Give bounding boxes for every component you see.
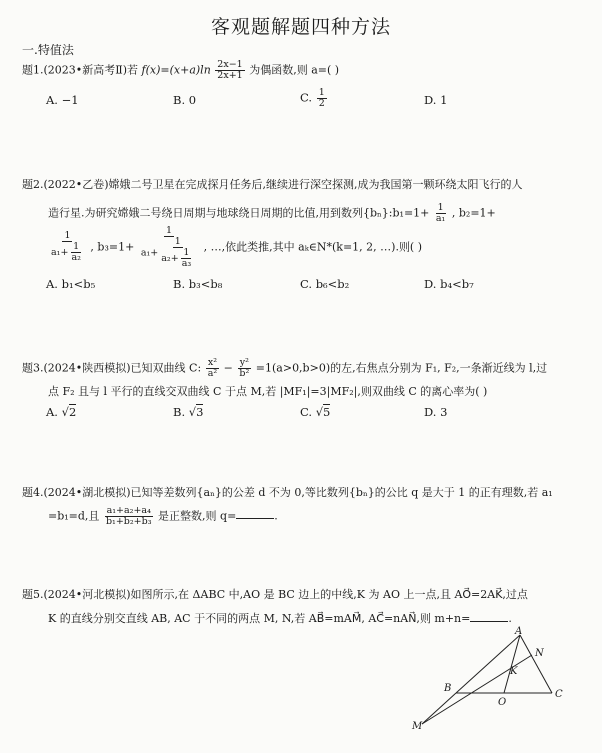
page-title: 客观题解题四种方法 — [210, 16, 391, 38]
triangle-figure — [400, 625, 590, 735]
question-1-stem: 题1.(2023•新高考Ⅱ)若 f(x)=(x+a)ln $\frac{2x-1}{2x+1}$ 为偶函数,则 a=( ) — [22, 59, 340, 81]
q2-option-b[interactable]: B. b₃<b₈ — [173, 277, 223, 291]
segment-bm — [422, 693, 456, 724]
question-3-line-2: 点 F₂ 且与 l 平行的直线交双曲线 C 于点 M,若 |MF₁|=3|MF₂|,则双曲线 C 的离心率为( ) — [48, 385, 488, 398]
question-2-line-2: 造行星.为研究嫦娥二号绕日周期与地球绕日周期的比值,用到数列{bₙ}:b₁=1+ $\frac{1}{\text{a₁}}$ , b₂=1+ — [48, 202, 496, 224]
question-4-line-2: =b₁=d,且 $\frac{\text{a₁+a₂+a₄}}{\text{b₁+b₂+b₃}}$ 是正整数,则 q= . — [48, 505, 278, 527]
segment-ac — [520, 635, 552, 693]
question-5-line-1: 题5.(2024•河北模拟)如图所示,在 ΔABC 中,AO 是 BC 边上的中线,K 为 AO 上一点,且 AO⃗=2AK⃗,过点 — [22, 588, 528, 601]
q2-option-c[interactable]: C. b₆<b₂ — [300, 277, 350, 291]
q1-option-a[interactable]: A. −1 — [46, 93, 79, 107]
q1-option-c[interactable]: C. $\frac{1}{2}$ — [300, 87, 325, 109]
question-4-line-1: 题4.(2024•湖北模拟)已知等差数列{aₙ}的公差 d 不为 0,等比数列{bₙ}的公比 q 是大于 1 的正有理数,若 a₁ — [22, 486, 553, 499]
q1-option-b[interactable]: B. 0 — [173, 93, 197, 107]
label-o: O — [498, 697, 507, 708]
q1-fraction: $\frac{2x-1}{2x+1}$ — [217, 59, 243, 81]
q3-option-a[interactable]: A. √2 — [46, 405, 77, 419]
q3-option-b[interactable]: B. √3 — [173, 405, 204, 419]
label-a: A — [515, 626, 523, 637]
label-n: N — [535, 648, 544, 659]
label-c: C — [555, 689, 563, 700]
q2-option-d[interactable]: D. b₄<b₇ — [424, 277, 474, 291]
label-m: M — [412, 721, 423, 732]
question-2-line-3: 1 a₁+ $\frac{1}{\text{a₂}}$ , b₃=1+ 1 a₁+ 1 a₂+ $\frac{1}{\text{a₃}}$ , …,依此类推,其中 aₖ∈N*(k=1, 2, …).则( ) — [51, 225, 423, 269]
q2-option-a[interactable]: A. b₁<b₅ — [46, 277, 96, 291]
label-k: K — [510, 666, 518, 677]
segment-ab — [456, 635, 520, 693]
section-heading: 一.特值法 — [22, 43, 74, 57]
question-3-line-1: 题3.(2024•陕西模拟)已知双曲线 C: $\frac{\text{x²}}{\text{a²}}$ − $\frac{\text{y²}}{\text{b²}}$ =1(a>0,b>0)的左,右焦点分别为 F₁, F₂,一条渐近线为 l,过 — [22, 357, 548, 379]
q3-option-d[interactable]: D. 3 — [424, 405, 448, 419]
q3-option-c[interactable]: C. √5 — [300, 405, 331, 419]
question-5-line-2: K 的直线分别交直线 AB, AC 于不同的两点 M, N,若 AB⃗=mAM⃗, AC⃗=nAN⃗,则 m+n= . — [48, 612, 512, 625]
answer-blank[interactable] — [470, 611, 508, 622]
question-2-line-1: 题2.(2022•乙卷)嫦娥二号卫星在完成探月任务后,继续进行深空探测,成为我国第一颗环绕太阳飞行的人 — [22, 178, 523, 191]
q1-option-d[interactable]: D. 1 — [424, 93, 448, 107]
answer-blank[interactable] — [236, 508, 274, 519]
label-b: B — [444, 683, 452, 694]
